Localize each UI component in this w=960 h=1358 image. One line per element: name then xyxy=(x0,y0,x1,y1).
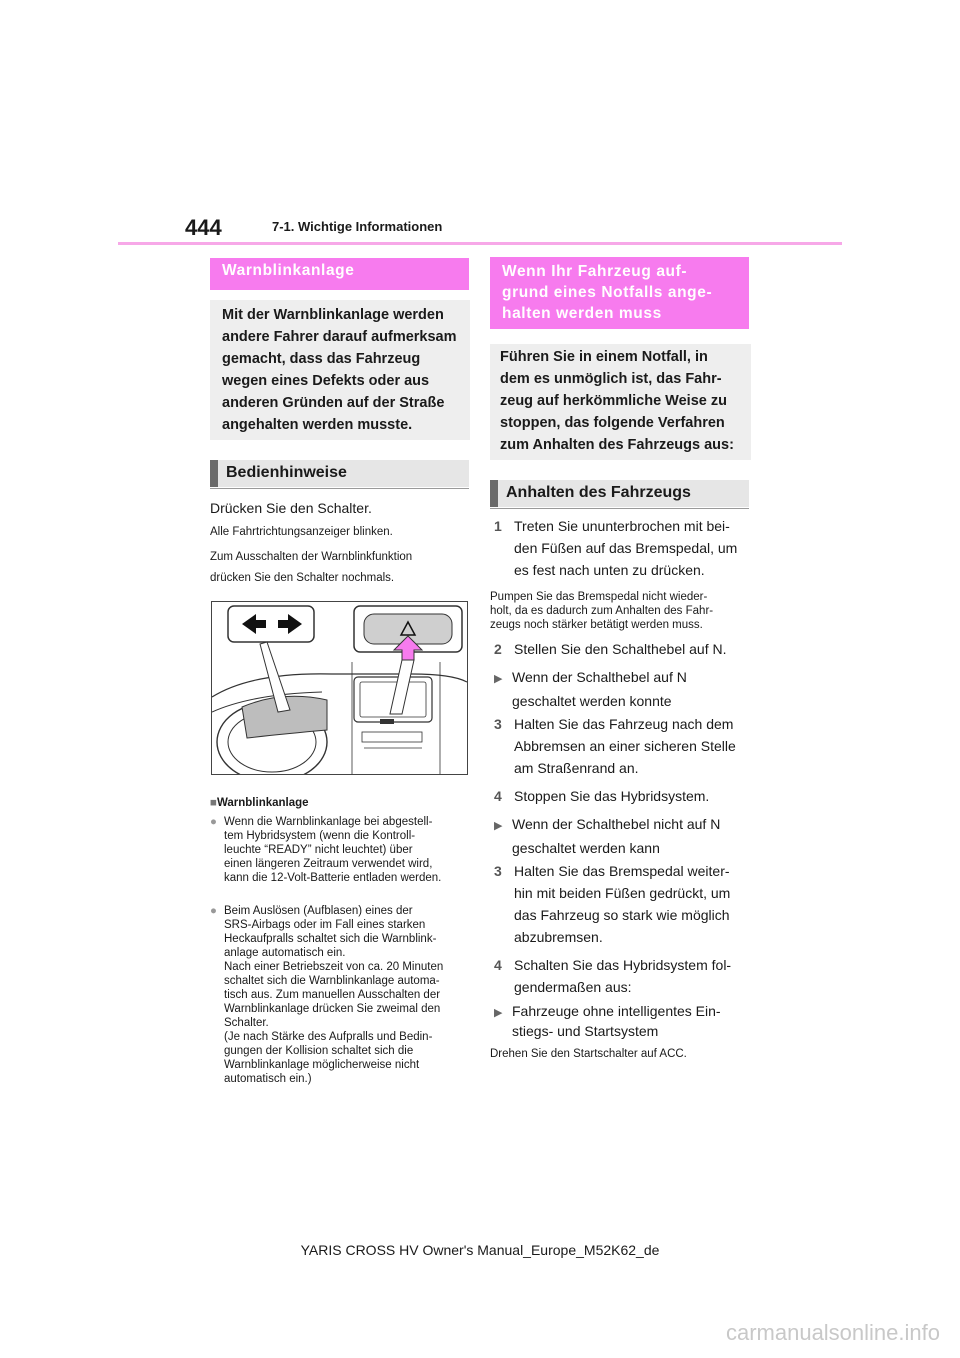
bullet-line: Heckaufpralls schaltet sich die Warnblink- xyxy=(224,933,437,945)
step-text: Treten Sie ununterbrochen mit bei- xyxy=(514,518,730,534)
condition-text: Wenn der Schalthebel auf N xyxy=(512,669,687,685)
bullet-line: Wenn die Warnblinkanlage bei abgestell- xyxy=(224,816,433,828)
bullet-line: (Je nach Stärke des Aufpralls und Bedin- xyxy=(224,1031,433,1043)
condition-text: geschaltet werden kann xyxy=(512,840,660,856)
step-number: 4 xyxy=(494,957,502,973)
step-text: Halten Sie das Bremspedal weiter- xyxy=(514,863,730,879)
step-3b xyxy=(494,860,730,948)
step-text: Abbremsen an einer sicheren Stelle xyxy=(514,738,736,754)
square-bullet-icon: ■ xyxy=(210,797,217,809)
intro-line: Mit der Warnblinkanlage werden xyxy=(222,307,444,323)
bullet-line: automatisch ein.) xyxy=(224,1073,312,1085)
bullet-line: SRS-Airbags oder im Fall eines starken xyxy=(224,919,426,931)
condition-text: Fahrzeuge ohne intelligentes Ein- xyxy=(512,1003,721,1019)
dot-bullet-icon: ● xyxy=(210,816,217,828)
intro-line: zum Anhalten des Fahrzeugs aus: xyxy=(500,437,734,453)
section-title: 7-1. Wichtige Informationen xyxy=(272,219,443,234)
intro-line: dem es unmöglich ist, das Fahr- xyxy=(500,371,722,387)
bullet-line: Beim Auslösen (Aufblasen) eines der xyxy=(224,905,413,917)
step-text: das Fahrzeug so stark wie möglich xyxy=(514,907,730,923)
right-intro-box xyxy=(490,344,751,460)
dashboard-drawing xyxy=(212,602,467,774)
step-text: es fest nach unten zu drücken. xyxy=(514,562,705,578)
condition-text: geschaltet werden konnte xyxy=(512,693,672,709)
step-4b xyxy=(494,954,731,998)
triangle-right-icon: ▶ xyxy=(494,673,503,685)
intro-line: andere Fahrer darauf aufmerksam xyxy=(222,329,457,345)
intro-line: gemacht, dass das Fahrzeug xyxy=(222,351,421,367)
warnblinkanlage-title: Warnblinkanlage xyxy=(210,258,469,290)
note-line: holt, da es dadurch zum Anhalten des Fahr- xyxy=(490,605,714,617)
bullet-line: gungen der Kollision schaltet sich die xyxy=(224,1045,414,1057)
step1-note xyxy=(490,590,713,632)
step-4a xyxy=(494,785,709,807)
note-text: Zum Ausschalten der Warnblinkfunktion xyxy=(210,551,413,563)
step-number: 3 xyxy=(494,716,502,732)
step-number: 4 xyxy=(494,788,502,804)
step-text: Stellen Sie den Schalthebel auf N. xyxy=(514,641,727,657)
intro-line: anderen Gründen auf der Straße xyxy=(222,395,445,411)
bullet-line: Warnblinkanlage drücken Sie zweimal den xyxy=(224,1003,441,1015)
instruction-text: Drücken Sie den Schalter. xyxy=(210,500,372,516)
step-text: Halten Sie das Fahrzeug nach dem xyxy=(514,716,734,732)
condition-text: Wenn der Schalthebel nicht auf N xyxy=(512,816,721,832)
bullet-line: anlage automatisch ein. xyxy=(224,947,346,959)
note-text: drücken Sie den Schalter nochmals. xyxy=(210,572,395,584)
step-text: am Straßenrand an. xyxy=(514,760,639,776)
step-text: Schalten Sie das Hybridsystem fol- xyxy=(514,957,732,973)
step-number: 1 xyxy=(494,518,502,534)
step-text: abzubremsen. xyxy=(514,929,603,945)
watermark: carmanualsonline.info xyxy=(725,1320,940,1345)
note-text: Alle Fahrtrichtungsanzeiger blinken. xyxy=(210,526,393,538)
condition-2 xyxy=(494,813,720,859)
condition-3 xyxy=(494,1002,721,1040)
condition-text: stiegs- und Startsystem xyxy=(512,1023,659,1039)
bullet-block-2 xyxy=(210,904,472,1086)
step-text: Stoppen Sie das Hybridsystem. xyxy=(514,788,710,804)
step-1 xyxy=(494,515,737,581)
intro-line: stoppen, das folgende Verfahren xyxy=(500,415,725,431)
triangle-right-icon: ▶ xyxy=(494,820,503,832)
bedienhinweise-heading: Bedienhinweise xyxy=(210,460,469,487)
intro-line: angehalten werden musste. xyxy=(222,417,413,433)
condition-1 xyxy=(494,666,687,712)
dot-bullet-icon: ● xyxy=(210,905,217,917)
intro-line: zeug auf herkömmliche Weise zu xyxy=(500,393,727,409)
step-text: hin mit beiden Füßen gedrückt, um xyxy=(514,885,731,901)
step-text: gendermaßen aus: xyxy=(514,979,632,995)
step-number: 3 xyxy=(494,863,502,879)
bullet-line: tisch aus. Zum manuellen Ausschalten der xyxy=(224,989,441,1001)
step-2 xyxy=(494,638,726,660)
final-note: Drehen Sie den Startschalter auf ACC. xyxy=(490,1048,687,1060)
left-intro-box xyxy=(210,300,470,440)
bullet-line: tem Hybridsystem (wenn die Kontroll- xyxy=(224,830,416,842)
note-line: Pumpen Sie das Bremspedal nicht wieder- xyxy=(490,591,708,603)
subhead-underline xyxy=(210,488,469,489)
triangle-right-icon: ▶ xyxy=(494,1007,503,1019)
bullet-line: leuchte “READY” nicht leuchtet) über xyxy=(224,844,413,856)
step-3a xyxy=(494,713,736,779)
bullet-line: kann die 12-Volt-Batterie entladen werden. xyxy=(224,872,442,884)
info-title: ■Warnblinkanlage xyxy=(210,797,309,809)
header-rule xyxy=(118,242,842,245)
subhead-underline xyxy=(490,508,749,509)
anhalten-heading: Anhalten des Fahrzeugs xyxy=(490,480,749,507)
bullet-block-1 xyxy=(210,815,472,885)
step-number: 2 xyxy=(494,641,502,657)
emergency-title: Wenn Ihr Fahrzeug auf- grund eines Notfalls ange- halten werden muss xyxy=(490,257,749,329)
intro-line: wegen eines Defekts oder aus xyxy=(222,373,430,389)
note-line: zeugs noch stärker betätigt werden muss. xyxy=(490,619,703,631)
bullet-line: schaltet sich die Warnblinkanlage automa- xyxy=(224,975,440,987)
bullet-line: Nach einer Betriebszeit von ca. 20 Minuten xyxy=(224,961,444,973)
footer-text: YARIS CROSS HV Owner's Manual_Europe_M52K62_de xyxy=(300,1242,660,1258)
page-number: 444 xyxy=(185,215,222,240)
step-text: den Füßen auf das Bremspedal, um xyxy=(514,540,738,556)
bullet-line: Schalter. xyxy=(224,1017,269,1029)
intro-line: Führen Sie in einem Notfall, in xyxy=(500,349,708,365)
dashboard-illustration xyxy=(211,601,468,775)
bullet-line: Warnblinkanlage möglicherweise nicht xyxy=(224,1059,420,1071)
bullet-line: einen längeren Zeitraum verwendet wird, xyxy=(224,858,433,870)
